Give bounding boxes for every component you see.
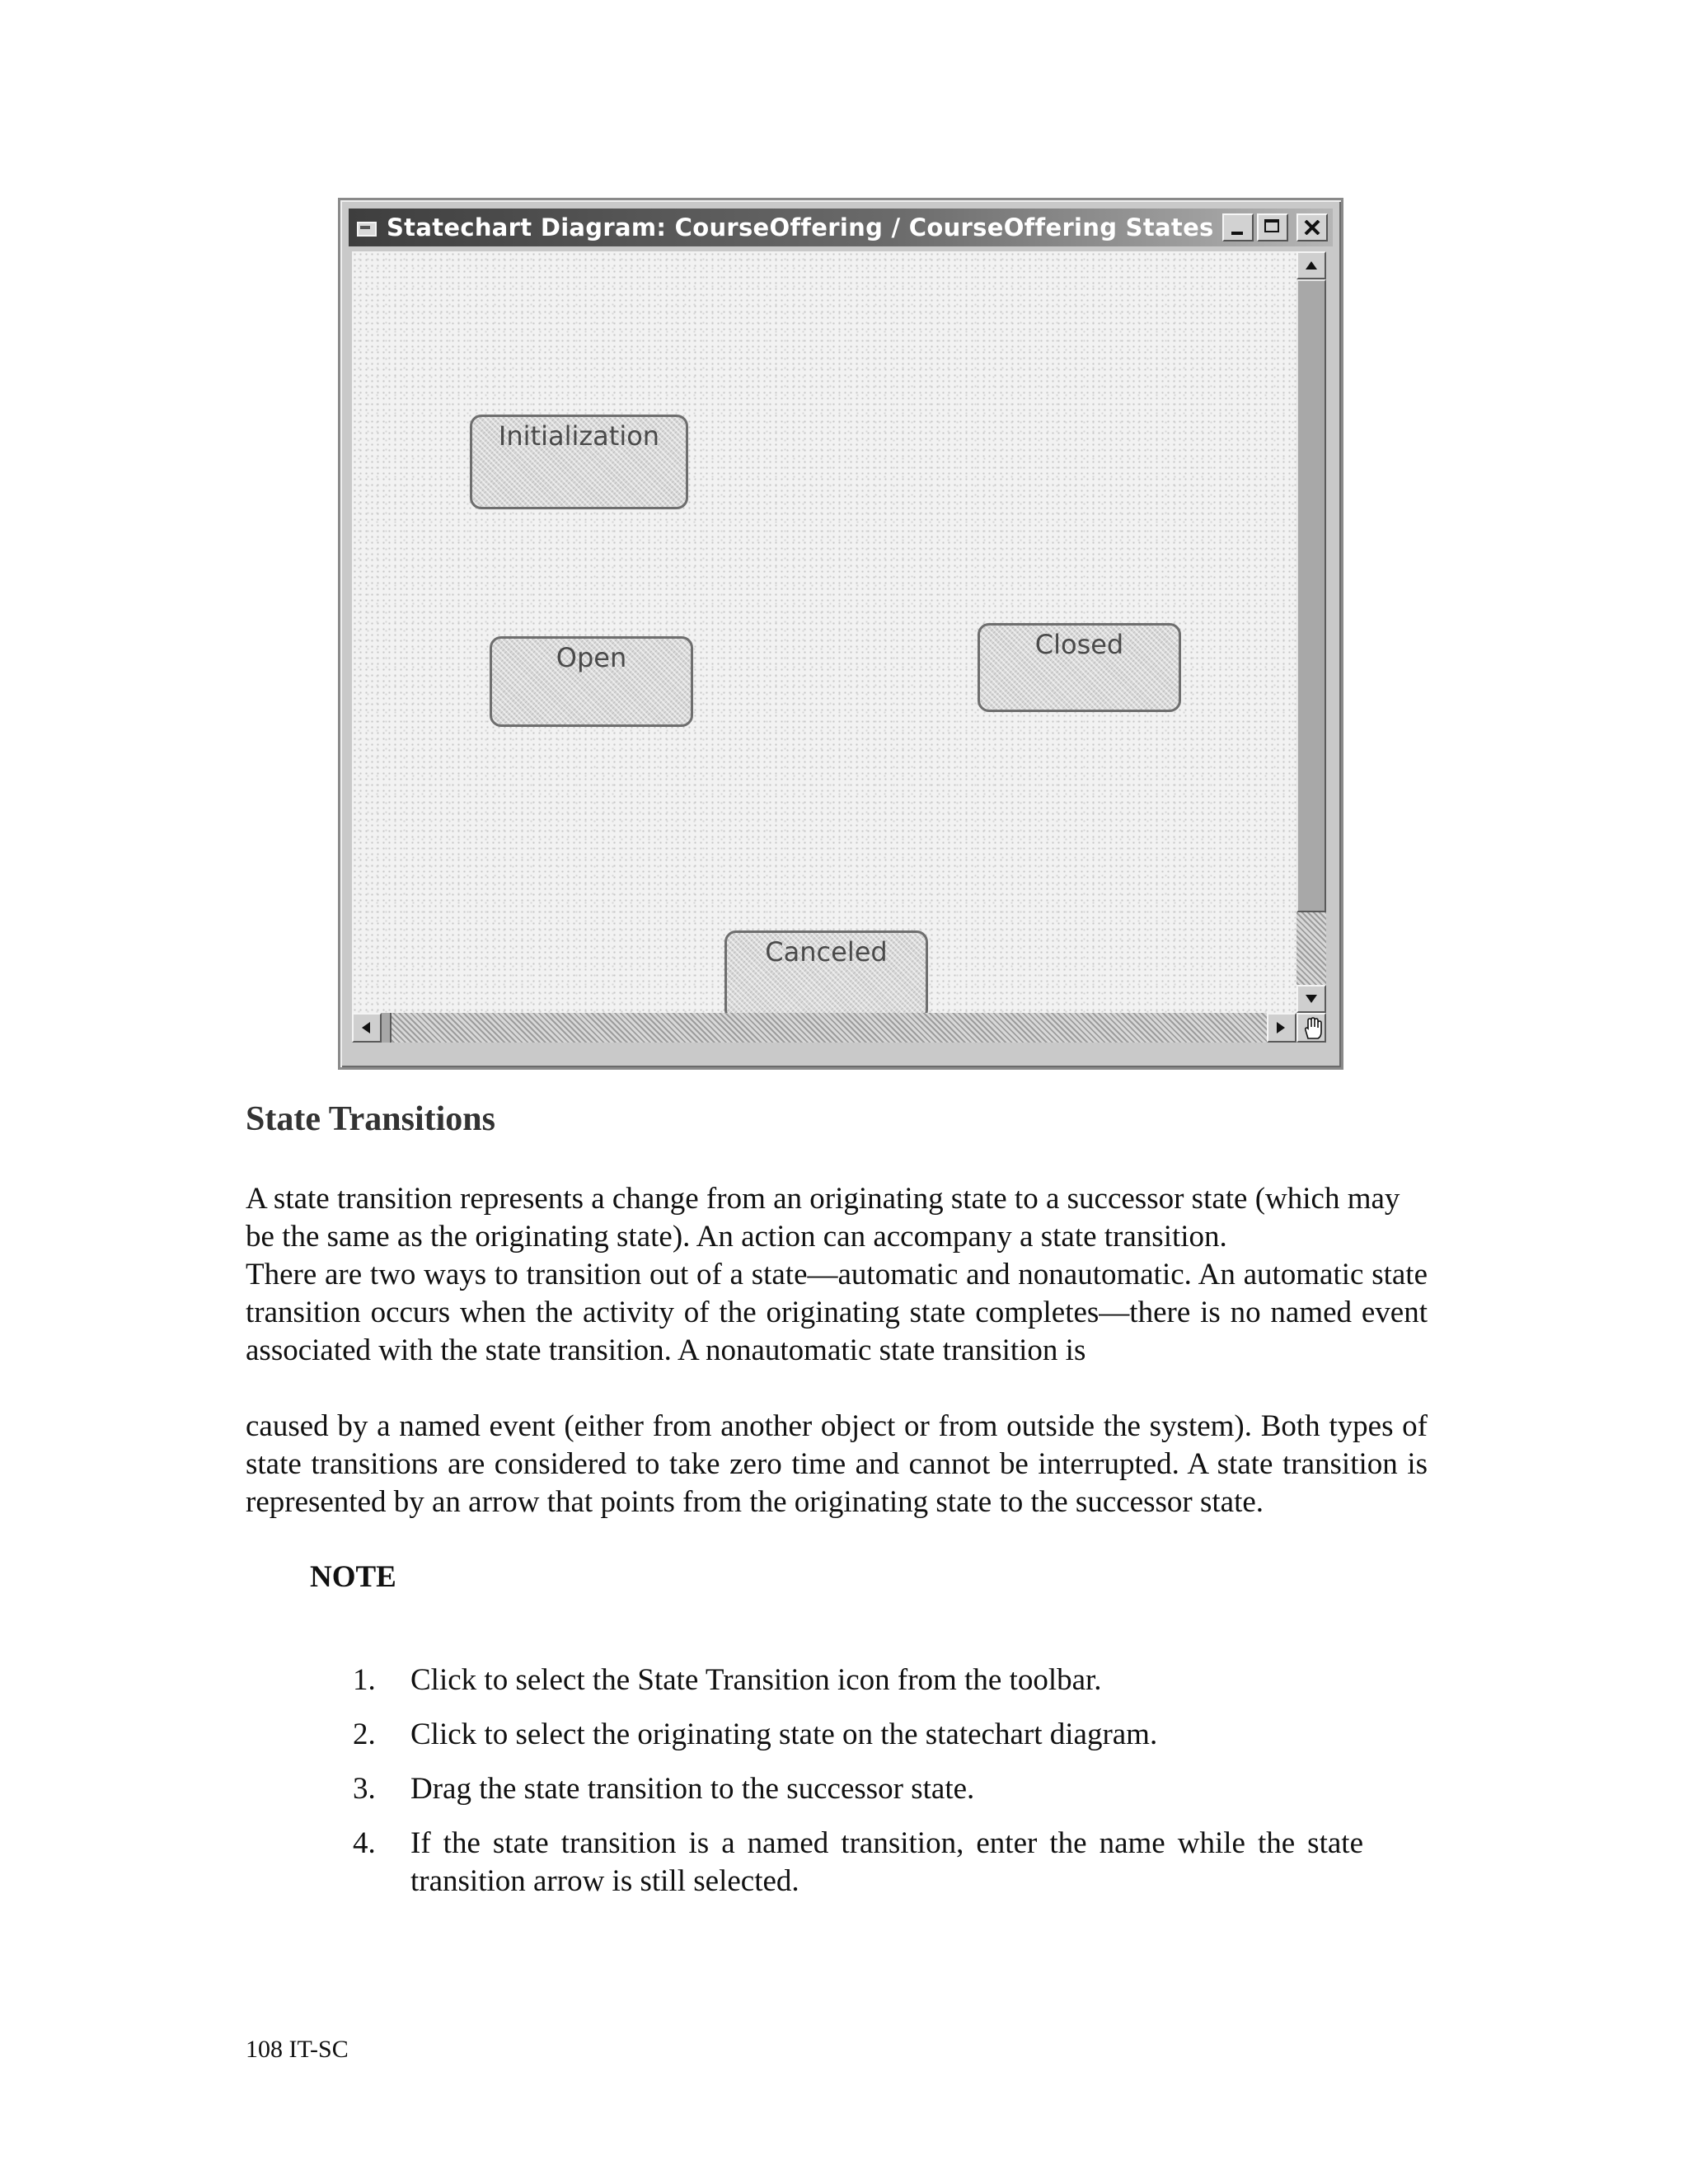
step-number: 4. — [353, 1826, 376, 1860]
paragraph: caused by a named event (either from another object or from outside the system). Both types of state transitions are considered to take zero time and cannot be interrupted. A state transition is represented by an arrow that points from the originating state to the successor state. — [246, 1409, 1428, 1519]
state-label: Open — [556, 642, 627, 673]
state-label: Closed — [1034, 629, 1124, 660]
state-initialization[interactable] — [470, 415, 688, 509]
state-label: Canceled — [765, 936, 888, 968]
minimize-icon[interactable] — [1222, 213, 1254, 241]
arrow-up-icon[interactable] — [1296, 251, 1326, 279]
state-open[interactable] — [490, 636, 693, 727]
steps-list — [353, 1661, 1363, 1917]
step-number: 2. — [353, 1718, 376, 1751]
list-item — [353, 1770, 1363, 1808]
step-text: Drag the state transition to the successor state. — [410, 1772, 975, 1806]
step-number: 3. — [353, 1772, 376, 1806]
list-item — [353, 1825, 1363, 1900]
step-number: 1. — [353, 1663, 376, 1697]
step-text: Click to select the State Transition icon from the toolbar. — [410, 1663, 1102, 1697]
section-heading: State Transitions — [246, 1100, 495, 1138]
list-item — [353, 1661, 1363, 1699]
maximize-icon[interactable] — [1257, 213, 1288, 241]
arrow-down-icon[interactable] — [1296, 985, 1326, 1013]
close-icon[interactable] — [1296, 213, 1328, 241]
app-window-icon[interactable] — [355, 218, 377, 237]
arrow-left-icon[interactable] — [352, 1013, 382, 1043]
step-text: If the state transition is a named transition, enter the name while the state transition arrow is still selected. — [410, 1826, 1363, 1898]
horizontal-scrollbar[interactable] — [352, 1013, 1296, 1043]
window-titlebar[interactable] — [349, 209, 1333, 246]
step-text: Click to select the originating state on the statechart diagram. — [410, 1718, 1158, 1751]
horizontal-scroll-thumb[interactable] — [382, 1013, 392, 1043]
window-title: Statechart Diagram: CourseOffering / CourseOffering States — [387, 213, 1214, 241]
note-label: NOTE — [310, 1560, 396, 1594]
window-controls — [1222, 213, 1328, 241]
statechart-window — [338, 198, 1343, 1070]
paragraph: A state transition represents a change from an originating state to a successor state (which may be the same as the originating state). An action can accompany a state transition. — [246, 1182, 1400, 1254]
state-canceled[interactable] — [724, 930, 928, 1013]
vertical-scrollbar[interactable] — [1296, 251, 1326, 1013]
page-footer: 108 IT-SC — [246, 2036, 349, 2063]
arrow-right-icon[interactable] — [1267, 1013, 1296, 1043]
hand-icon[interactable] — [1296, 1013, 1326, 1043]
list-item — [353, 1716, 1363, 1754]
state-label: Initialization — [498, 420, 660, 452]
vertical-scroll-thumb[interactable] — [1296, 279, 1326, 912]
paragraph: There are two ways to transition out of a state—automatic and nonautomatic. An automatic state transition occurs when the activity of the originating state completes—there is no named event associated with the state transition. A nonautomatic state transition is — [246, 1258, 1428, 1367]
state-closed[interactable] — [978, 623, 1181, 712]
diagram-canvas[interactable] — [352, 251, 1296, 1013]
